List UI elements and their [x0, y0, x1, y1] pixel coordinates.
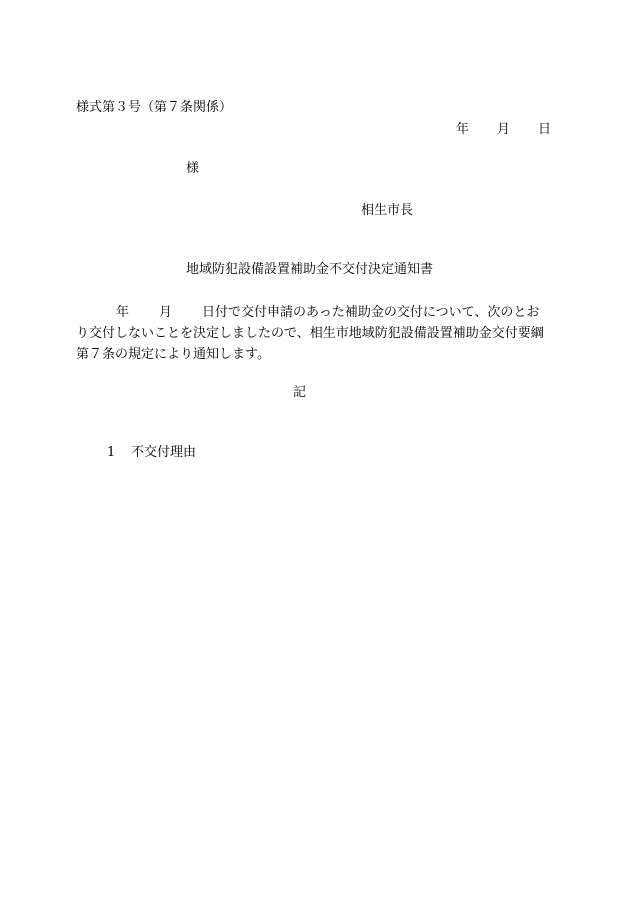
item-number: 1 — [107, 445, 116, 460]
date-line — [456, 122, 551, 138]
sender-name: 相生市長 — [361, 203, 414, 218]
addressee-suffix: 様 — [186, 161, 200, 176]
body-paragraph — [76, 302, 546, 365]
date-year-label: 年 — [456, 122, 470, 137]
body-text: 日付で交付申請のあった補助金の交付について、次のとおり交付しないことを決定しましたので、相生市地域防犯設備設置補助金交付要綱第７条の規定により通知します。 — [76, 305, 544, 362]
item-label: 不交付理由 — [131, 445, 197, 460]
body-month-label: 月 — [159, 305, 173, 320]
ki-heading: 記 — [293, 385, 307, 400]
document-title: 地域防犯設備設置補助金不交付決定通知書 — [186, 262, 434, 277]
body-year-label: 年 — [116, 305, 130, 320]
form-number: 様式第３号（第７条関係） — [76, 100, 233, 115]
date-month-label: 月 — [497, 122, 511, 137]
date-day-label: 日 — [538, 122, 552, 137]
list-item — [107, 445, 196, 461]
